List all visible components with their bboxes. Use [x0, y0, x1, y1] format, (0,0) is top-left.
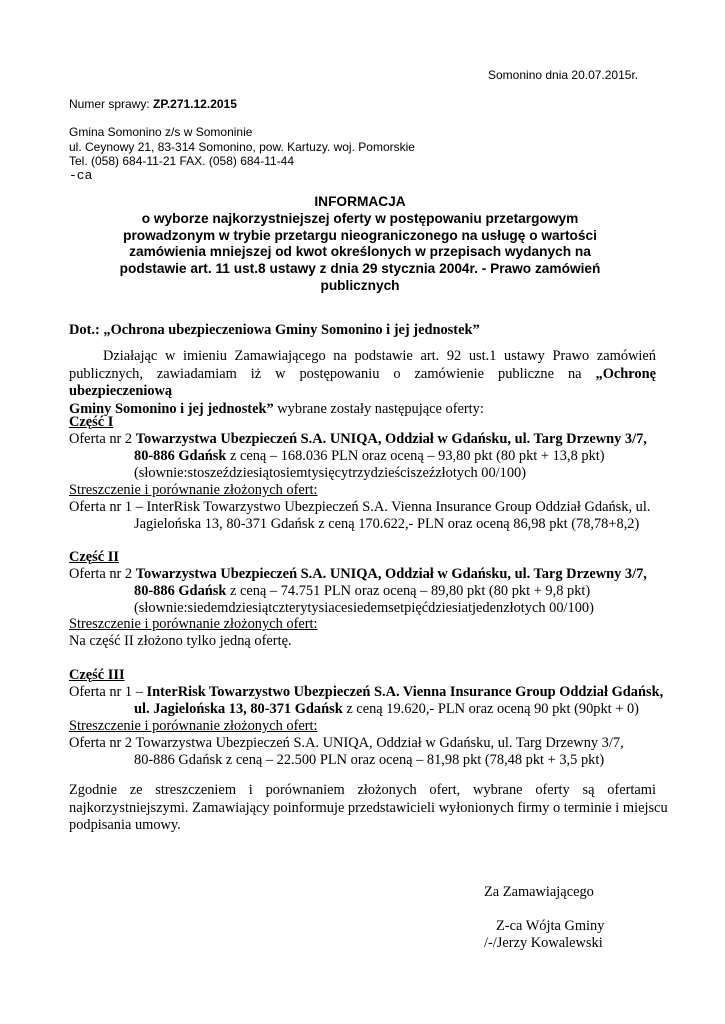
- title-line: publicznych: [320, 277, 400, 293]
- offer-label: Oferta nr 2: [69, 431, 136, 447]
- title-line: o wyborze najkorzystniejszej oferty w postępowaniu przetargowym: [141, 210, 579, 226]
- address-line: Tel. (058) 684-11-21 FAX. (058) 684-11-44: [69, 154, 295, 168]
- part3-heading: Część III: [69, 667, 125, 683]
- offer-company: Towarzystwa Ubezpieczeń S.A. UNIQA, Oddział w Gdańsku, ul. Targ Drzewny 3/7,: [135, 566, 647, 582]
- intro-line: Działając w imieniu Zamawiającego na podstawie art. 92 ust.1 ustawy Prawo zamówień: [103, 348, 656, 364]
- part1-other-offer: Jagielońska 13, 80-371 Gdańsk z ceną 170.622,- PLN oraz oceną 86,98 pkt (78,78+8,2): [134, 516, 640, 532]
- conclusion-line: Zgodnie ze streszczeniem i porównaniem złożonych ofert, wybrane oferty są ofertami: [69, 782, 656, 798]
- case-number-line: [69, 97, 237, 111]
- offer-city: 80-886 Gdańsk: [134, 448, 227, 464]
- signature-line: Z-ca Wójta Gminy: [496, 918, 605, 934]
- title-line: prowadzonym w trybie przetargu nieograniczonego na usługę o wartości: [123, 227, 597, 243]
- intro-bold: Gminy Somonino i jej jednostek”: [69, 400, 274, 417]
- intro-line: [69, 401, 656, 419]
- address-line: Gmina Somonino z/s w Somoninie: [69, 125, 253, 139]
- signature-line: Za Zamawiającego: [484, 884, 594, 900]
- part1-heading: Część I: [69, 414, 114, 430]
- intro-bold: „Ochronę ubezpieczeniową: [69, 365, 656, 399]
- title-line: zamówienia mniejszej od kwot określonych w przepisach wydanych na: [129, 244, 591, 260]
- offer-city: 80-886 Gdańsk: [134, 583, 227, 599]
- part3-other-offer: 80-886 Gdańsk z ceną – 22.500 PLN oraz oceną – 81,98 pkt (78,48 pkt + 3,5 pkt): [134, 752, 605, 768]
- offer-label: Oferta nr 1 –: [69, 684, 147, 700]
- intro-text: publicznych, zawiadamiam iż w postępowaniu o zamówienie publiczne na: [69, 365, 596, 382]
- part2-offer-line: [134, 583, 590, 600]
- intro-text: wybrane zostały następujące oferty:: [273, 400, 484, 417]
- offer-price: z ceną – 168.036 PLN oraz oceną – 93,80 pkt (80 pkt + 13,8 pkt): [226, 448, 605, 464]
- offer-price: z ceną – 74.751 PLN oraz oceną – 89,80 pkt (80 pkt + 9,8 pkt): [226, 583, 591, 599]
- case-number-label: Numer sprawy:: [69, 97, 154, 111]
- part3-summary-heading: Streszczenie i porównanie złożonych ofert:: [69, 718, 318, 734]
- part1-offer-line: [69, 431, 647, 448]
- part2-note: Na część II złożono tylko jedną ofertę.: [69, 633, 292, 649]
- intro-paragraph: [69, 348, 656, 418]
- part1-offer-line: [134, 448, 605, 465]
- part1-offer-words: (słownie:stoszeździesiątosiemtysięcytrzydzieściszeźzłotych 00/100): [134, 465, 527, 481]
- part3-offer-line: [134, 701, 639, 718]
- document-title: [60, 194, 660, 295]
- offer-company: InterRisk Towarzystwo Ubezpieczeń S.A. Vienna Insurance Group Oddział Gdańsk,: [146, 684, 664, 700]
- offer-company: Towarzystwa Ubezpieczeń S.A. UNIQA, Oddział w Gdańsku, ul. Targ Drzewny 3/7,: [135, 431, 647, 447]
- conclusion-line: podpisania umowy.: [69, 817, 181, 833]
- case-number: ZP.271.12.2015: [153, 97, 237, 111]
- part1-summary-heading: Streszczenie i porównanie złożonych ofert:: [69, 482, 318, 498]
- conclusion-line: najkorzystniejszymi. Zamawiający poinformuje przedstawicieli wyłonionych firmy o terminie i miejscu: [69, 799, 668, 816]
- part3-offer-line: [69, 684, 663, 701]
- part2-offer-words: (słownie:siedemdziesiątczterytysiacesiedemsetpięćdziesiatjedenzłotych 00/100): [134, 600, 594, 616]
- part3-other-offer: Oferta nr 2 Towarzystwa Ubezpieczeń S.A. UNIQA, Oddział w Gdańsku, ul. Targ Drzewny 3/7,: [69, 735, 624, 751]
- place-date: Somonino dnia 20.07.2015r.: [488, 68, 639, 82]
- offer-address: ul. Jagielońska 13, 80-371 Gdańsk: [134, 701, 343, 717]
- title-line: podstawie art. 11 ust.8 ustawy z dnia 29 stycznia 2004r. - Prawo zamówień: [119, 261, 601, 277]
- part1-other-offer: Oferta nr 1 – InterRisk Towarzystwo Ubezpieczeń S.A. Vienna Insurance Group Oddział Gdańsk, ul.: [69, 499, 651, 515]
- offer-label: Oferta nr 2: [69, 566, 136, 582]
- address-line: -ca: [69, 168, 93, 183]
- subject: Dot.: „Ochrona ubezpieczeniowa Gminy Somonino i jej jednostek”: [69, 322, 480, 338]
- part2-summary-heading: Streszczenie i porównanie złożonych ofert:: [69, 616, 318, 632]
- conclusion-paragraph: [69, 782, 668, 835]
- title-line: INFORMACJA: [314, 194, 406, 209]
- offer-price: z ceną 19.620,- PLN oraz oceną 90 pkt (90pkt + 0): [342, 701, 639, 717]
- address-line: ul. Ceynowy 21, 83-314 Somonino, pow. Kartuzy. woj. Pomorskie: [69, 140, 415, 154]
- signature-name: /-/Jerzy Kowalewski: [484, 935, 603, 951]
- part2-heading: Część II: [69, 549, 119, 565]
- intro-line: [69, 366, 656, 401]
- part2-offer-line: [69, 566, 647, 583]
